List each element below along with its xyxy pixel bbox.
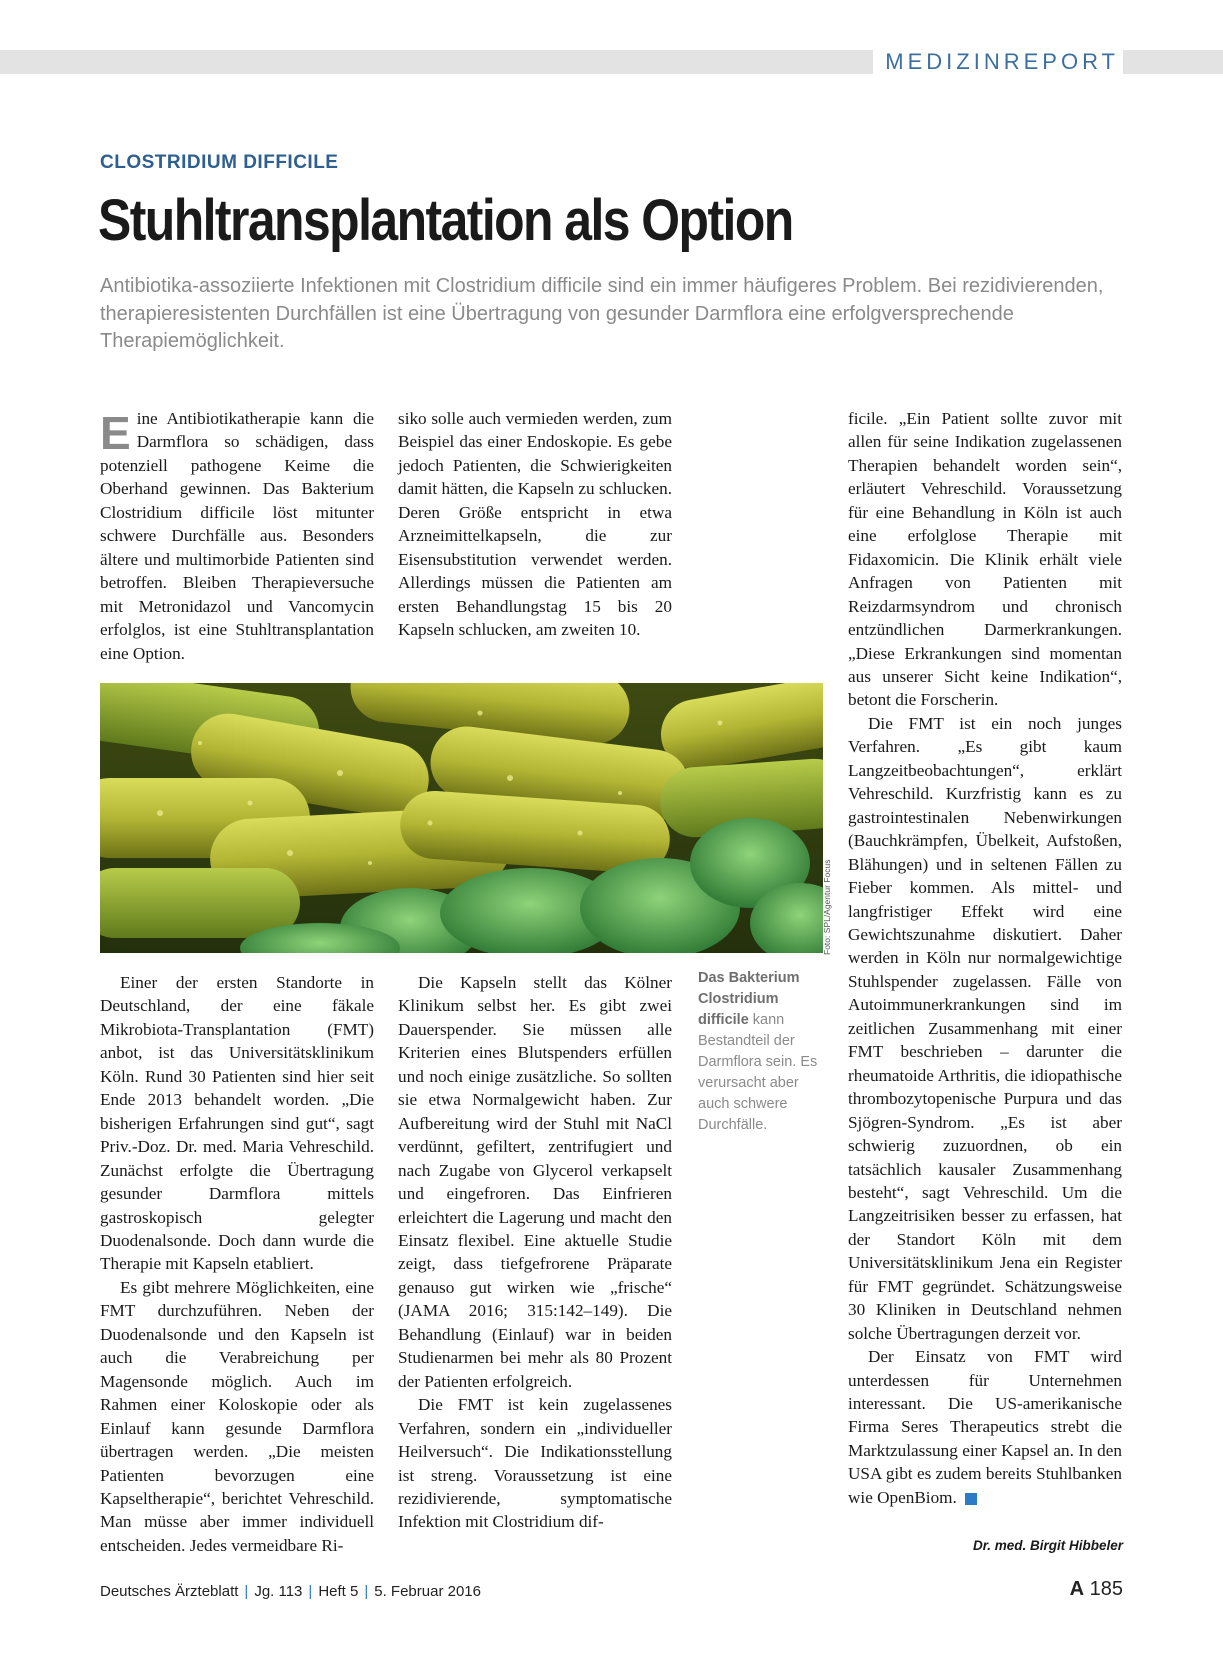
column-2-bottom: [398, 971, 672, 1534]
column-1-top: [100, 407, 374, 665]
intro-paragraph: Eine Antibiotikatherapie kann die Darmflora so schädigen, dass potenziell pathogene Keime die Oberhand gewinnen. Das Bakterium Clostridium difficile löst mitunter schwere Durchfälle aus. Besonders ältere und multimorbide Patienten sind betroffen. Bleiben Therapieversuche mit Metronidazol und Vancomycin erfolglos, ist eine Stuhltransplantation eine Option.: [100, 407, 374, 663]
page-footer: [100, 1583, 481, 1600]
section-label: MEDIZINREPORT: [873, 47, 1123, 77]
column-1-bottom: [100, 971, 374, 1557]
volume: Jg. 113: [254, 1583, 303, 1600]
photo-caption: [698, 968, 823, 1136]
paragraph: Die FMT ist ein noch junges Verfahren. „Es gibt kaum Langzeitbeobachtungen“, erklärt Vehreschild. Kurzfristig kann es zu gastrointestinalen Nebenwirkungen (Bauchkrämpfen, Übelkeit, Aufstoßen, Blähungen) und in seltenen Fällen zu Fieber kommen. Als mittel- und langfristiger Effekt wird eine Gewichtszunahme diskutiert. Daher werden in Köln nur normalgewichtige Stuhlspender zugelassen. Fälle von Autoimmunerkrankungen sind im zeitlichen Zusammenhang mit einer FMT beschrieben – darunter die rheumatoide Arthritis, die idiopathische thrombozytopenische Purpura und das Sjögren-Syndrom. „Es ist aber schwierig zuzuordnen, ob ein tatsächlich kausaler Zusammenhang besteht“, sagt Vehreschild. Um die Langzeitrisiken besser zu erfassen, hat der Standort Köln mit dem Universitätsklinikum Jena ein Register für FMT gegründet. Schätzungsweise 30 Kliniken in Deutschland nehmen solche Übertragungen derzeit vor.: [848, 713, 1122, 1343]
photo-credit: Foto: SPL/Agentur Focus: [822, 859, 832, 955]
issue-date: 5. Februar 2016: [374, 1583, 481, 1600]
paragraph: Der Einsatz von FMT wird unterdessen für Unternehmen interessant. Die US-amerikanische Firma Seres Therapeutics strebt die Marktzulassung einer Kapsel an. In den USA gibt es zudem bereits Stuhlbanken wie OpenBiom.: [848, 1347, 1122, 1507]
separator-icon: |: [308, 1583, 313, 1600]
paragraph: Einer der ersten Standorte in Deutschland, der eine fäkale Mikrobiota-Transplantation (FMT) anbot, ist das Universitätsklinikum Köln. Rund 30 Patienten sind hier seit Ende 2013 behandelt worden. „Die bisherigen Erfahrungen sind gut“, sagt Priv.-Doz. Dr. med. Maria Vehreschild. Zunächst erfolgte die Übertragung gesunder Darmflora mittels gastroskopisch gelegter Duodenalsonde. Doch dann wurde die Therapie mit Kapseln etabliert.: [100, 973, 374, 1274]
paragraph: ficile. „Ein Patient sollte zuvor mit allen für seine Indikation zugelassenen Therapien behandelt worden sein“, erläutert Vehreschild. Voraussetzung für eine Behandlung in Köln ist auch eine erfolglose Therapie mit Fidaxomicin. Die Klinik erhält viele Anfragen von Patienten mit Reizdarmsyndrom und chronisch entzündlichen Darmerkrankungen. „Diese Erkrankungen sind momentan aus unserer Sicht keine Indikation“, betont die Forscherin.: [848, 409, 1122, 710]
paragraph: Die Kapseln stellt das Kölner Klinikum selbst her. Es gibt zwei Dauerspender. Sie müssen alle Kriterien eines Blutspenders erfüllen und noch einige zusätzliche. So sollten sie etwa Normalgewicht haben. Zur Aufbereitung wird der Stuhl mit NaCl verdünnt, gefiltert, zentrifugiert und nach Zugabe von Glycerol verkapselt und eingefroren. Das Einfrieren erleichtert die Lagerung und macht den Einsatz flexibel. Eine aktuelle Studie zeigt, dass tiefgefrorene Präparate genauso gut wirken wie „frische“ (JAMA 2016; 315:142–149). Die Behandlung (Einlauf) war in beiden Studienarmen bei mehr als 80 Prozent der Patienten erfolgreich.: [398, 973, 672, 1391]
paragraph: Die FMT ist kein zugelassenes Verfahren, sondern ein „individueller Heilversuch“. Die Indikationsstellung ist streng. Voraussetzung ist eine rezidivierende, symptomatische Infektion mit Clostridium dif-: [398, 1395, 672, 1532]
article-title: Stuhltransplantation als Option: [98, 188, 793, 253]
column-2-top: [398, 407, 672, 642]
caption-bold: Das Bakterium Clostridium difficile: [698, 970, 800, 1028]
caption-text: kann Bestandteil der Darmflora sein. Es verursacht aber auch schwere Durchfälle.: [698, 1012, 818, 1133]
page-number: A 185: [1069, 1578, 1123, 1600]
bacteria-image: [100, 683, 823, 953]
article-lead: Antibiotika-assoziierte Infektionen mit Clostridium difficile sind ein immer häufigeres Problem. Bei rezidivierenden, therapieresistenten Durchfällen ist eine Übertragung von gesunder Darmflora eine erfolgversprechende Therapiemöglichkeit.: [100, 275, 1104, 352]
author-byline: Dr. med. Birgit Hibbeler: [972, 1538, 1123, 1553]
article-kicker: CLOSTRIDIUM DIFFICILE: [100, 152, 339, 173]
paragraph: siko solle auch vermieden werden, zum Beispiel das einer Endoskopie. Es gebe jedoch Patienten, die Schwierigkeiten damit hätten, die Kapseln zu schlucken. Deren Größe entspricht in etwa Arzneimittelkapseln, die zur Eisensubstitution verwendet werden. Allerdings müssen die Patienten am ersten Behandlungstag 15 bis 20 Kapseln schlucken, am zweiten 10.: [398, 409, 672, 640]
bacteria-photo: [100, 683, 823, 953]
journal-name: Deutsches Ärzteblatt: [100, 1583, 239, 1600]
paragraph: Es gibt mehrere Möglichkeiten, eine FMT durchzuführen. Neben der Duodenalsonde und den Kapseln ist auch die Verabreichung per Magensonde möglich. Auch im Rahmen einer Koloskopie oder als Einlauf kann gesunde Darmflora übertragen werden. „Die meisten Patienten bevorzugen eine Kapseltherapie“, berichtet Vehreschild. Man müsse aber immer individuell entscheiden. Jedes vermeidbare Ri-: [100, 1277, 374, 1555]
issue: Heft 5: [318, 1583, 359, 1600]
separator-icon: |: [244, 1583, 249, 1600]
separator-icon: |: [364, 1583, 369, 1600]
end-mark-icon: [965, 1493, 977, 1505]
drop-cap: E: [100, 407, 131, 459]
column-4: [848, 407, 1122, 1509]
